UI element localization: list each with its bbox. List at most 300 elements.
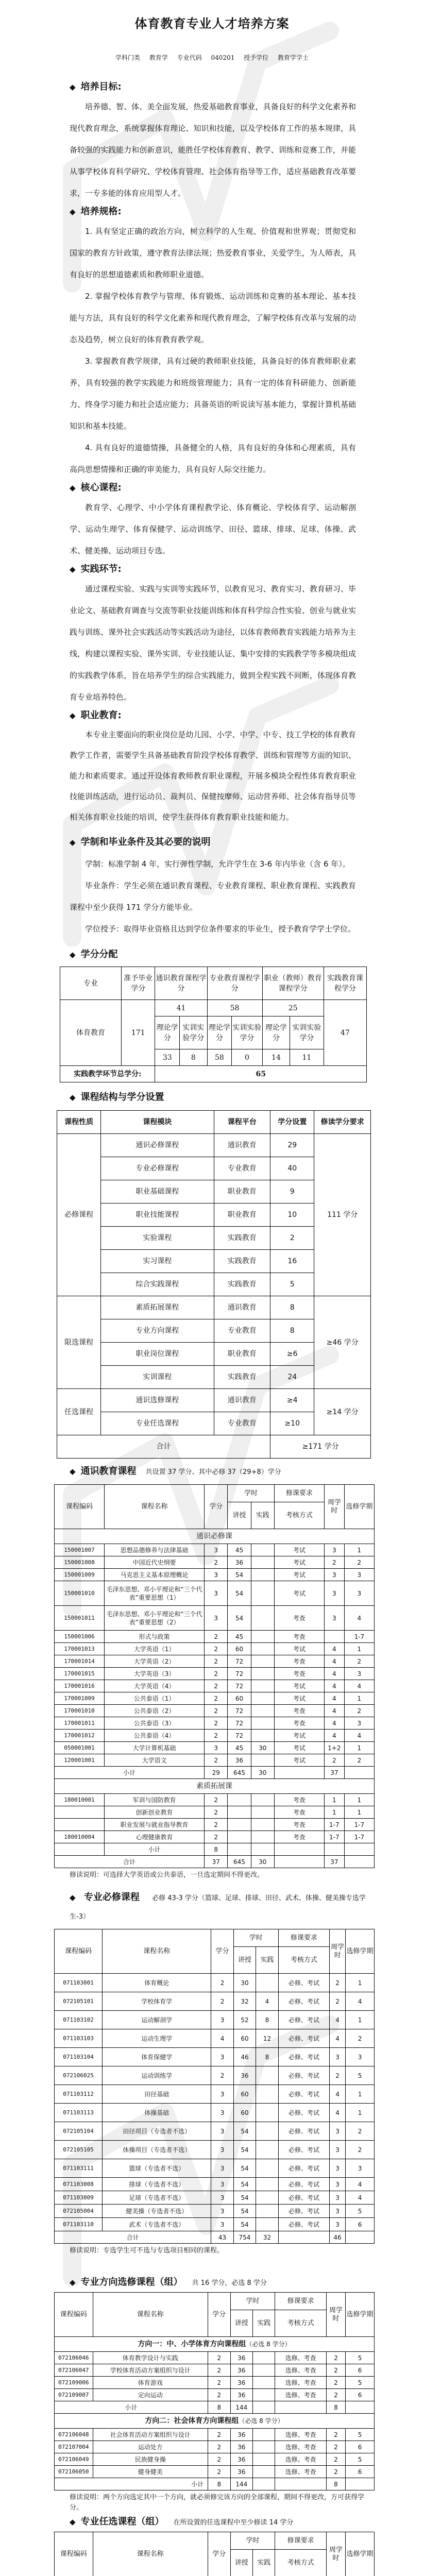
assessment: 考查 xyxy=(274,1717,324,1730)
header-credit: 学分设置 xyxy=(270,1111,314,1134)
course-module: 素质拓展课程 xyxy=(101,1296,214,1319)
diamond-bullet-icon: ◆ xyxy=(70,1093,76,1102)
structure-row xyxy=(57,1296,371,1319)
course-code: 170001014 xyxy=(55,1655,105,1668)
course-code: 120001001 xyxy=(55,1754,105,1767)
term: 1 xyxy=(344,1692,374,1705)
header-row xyxy=(55,1485,375,1502)
header-general: 通识教育课程学分 xyxy=(155,967,207,1000)
degree-value: 教育学学士 xyxy=(278,54,309,61)
sub-lab: 实训实验学分 xyxy=(290,1016,324,1049)
weekly-hours: 2 xyxy=(326,2377,345,2389)
module-credit: 29 xyxy=(270,1134,314,1157)
lecture-hours: 54 xyxy=(228,1606,251,1631)
credit-requirement: ≥14 学分 xyxy=(314,1389,371,1435)
practice-hours xyxy=(256,2122,278,2141)
course-platform: 通识教育 xyxy=(214,1134,270,1157)
lecture-hours: 45 xyxy=(228,1742,251,1754)
header-vocational: 职业（教师）教育课程学分 xyxy=(262,967,324,1000)
course-code: 180010001 xyxy=(55,1794,105,1806)
course-row xyxy=(55,1544,375,1556)
lecture-hours: 54 xyxy=(228,1581,251,1606)
lecture-hours: 54 xyxy=(233,2141,256,2159)
practice-hours xyxy=(253,2389,275,2401)
header-platform: 课程平台 xyxy=(214,1111,270,1134)
term: 1 xyxy=(344,1806,374,1819)
course-code: 072106025 xyxy=(55,2066,103,2085)
course-row xyxy=(55,2066,375,2085)
course-platform: 实践教育 xyxy=(214,1250,270,1273)
course-name: 体育教学设计与实践 xyxy=(93,2352,208,2364)
course-row xyxy=(55,1643,375,1655)
course-row xyxy=(55,1806,375,1819)
subtotal-value: 754 xyxy=(233,2231,256,2244)
practice-hours: 8 xyxy=(256,2048,278,2066)
diamond-bullet-icon: ◆ xyxy=(70,565,76,574)
practice-hours xyxy=(251,1680,274,1692)
header-weekly: 周学时 xyxy=(330,1929,346,1974)
course-module: 专业必修课程 xyxy=(101,1157,214,1180)
subtotal-value: 8 xyxy=(208,2478,230,2490)
degree-label: 授予学位 xyxy=(244,54,269,61)
subtotal-value: 144 xyxy=(230,2401,252,2414)
course-row xyxy=(55,1992,375,2011)
lecture-hours: 54 xyxy=(233,2122,256,2141)
course-module: 职业技能课程 xyxy=(101,1204,214,1227)
subtotal-value xyxy=(228,1843,251,1856)
term: 3 xyxy=(344,1569,374,1581)
assessment: 考试 xyxy=(274,1680,324,1692)
weekly-hours: 2 xyxy=(324,1556,344,1569)
practice-hours xyxy=(256,2218,278,2231)
course-row xyxy=(55,1754,375,1767)
subtotal-value: 29 xyxy=(205,1767,228,1779)
practice-hours xyxy=(251,1556,274,1569)
weekly-hours: 1-7 xyxy=(324,1831,344,1843)
course-platform: 专业教育 xyxy=(214,1412,270,1435)
assessment: 必修、考试 xyxy=(278,2066,329,2085)
lecture-hours: 72 xyxy=(228,1730,251,1742)
course-code: 071103001 xyxy=(55,1974,103,1992)
lecture-hours: 72 xyxy=(228,1705,251,1717)
header-lecture: 讲授 xyxy=(228,1502,251,1529)
course-code: 050001001 xyxy=(55,1742,105,1754)
term: 1 xyxy=(346,2085,375,2104)
lecture-hours: 36 xyxy=(228,1556,251,1569)
subtotal-value xyxy=(274,1767,324,1779)
term: 1-7 xyxy=(344,1631,374,1643)
assessment: 必修、考试 xyxy=(278,1974,329,1992)
course-row xyxy=(55,2085,375,2104)
term: 4 xyxy=(346,2178,375,2191)
term: 5 xyxy=(346,2352,375,2364)
subtotal-row xyxy=(55,2478,375,2490)
term: 2 xyxy=(346,2141,375,2159)
course-code: 071103113 xyxy=(55,2104,103,2122)
weekly-hours xyxy=(324,1631,344,1643)
course-module: 实习课程 xyxy=(101,1250,214,1273)
section-heading-career xyxy=(70,708,356,721)
course-credit: 2 xyxy=(208,2429,230,2441)
diamond-bullet-icon: ◆ xyxy=(70,711,76,720)
course-name: 篮球（专选者不选） xyxy=(103,2159,211,2178)
term: 1 xyxy=(344,1643,374,1655)
weekly-hours: 4 xyxy=(324,1680,344,1692)
weekly-hours: 3 xyxy=(330,2141,346,2159)
weekly-hours: 3 xyxy=(324,1544,344,1556)
practice-hours xyxy=(251,1631,274,1643)
subtotal-label xyxy=(55,1843,105,1856)
course-platform: 专业教育 xyxy=(214,1319,270,1343)
subtotal-label: 小计 xyxy=(55,1767,205,1779)
subtotal-row xyxy=(55,2401,375,2414)
lecture-hours: 36 xyxy=(230,2429,252,2441)
course-row xyxy=(55,1974,375,1992)
subtotal-value: 144 xyxy=(230,2478,252,2490)
course-code: 180010004 xyxy=(55,1831,105,1843)
course-code: 072106050 xyxy=(55,2466,93,2478)
course-name: 足球（专选者不选） xyxy=(103,2191,211,2205)
subtotal-value: 8 xyxy=(208,2401,230,2414)
course-name: 公共泰语（1） xyxy=(105,1692,205,1705)
assessment: 考查 xyxy=(274,1668,324,1680)
module-credit: 10 xyxy=(270,1204,314,1227)
header-requirement: 修课要求 xyxy=(278,1929,329,1947)
course-row xyxy=(55,1831,375,1843)
weekly-hours: 2 xyxy=(326,2453,345,2466)
course-name: 职业发展与就业指导教育 xyxy=(105,1819,205,1831)
course-row xyxy=(55,2352,375,2364)
lecture-hours: 36 xyxy=(230,2441,252,2453)
group-title xyxy=(55,1529,375,1544)
course-name: 体育游戏 xyxy=(93,2377,208,2389)
course-platform: 专业教育 xyxy=(214,1157,270,1180)
course-name: 学校体育活动方案组织与设计 xyxy=(93,2364,208,2377)
group-title xyxy=(55,2414,375,2429)
course-row xyxy=(55,2377,375,2389)
header-code: 课程编码 xyxy=(55,2532,93,2576)
structure-row xyxy=(57,1134,371,1157)
practice-hours xyxy=(251,1606,274,1631)
practice-hours xyxy=(256,2205,278,2218)
subtotal-row xyxy=(55,1843,375,1856)
term: 4 xyxy=(344,1680,374,1692)
professional-credit: 58 xyxy=(207,1000,262,1016)
course-platform: 实践教育 xyxy=(214,1273,270,1296)
term: 2 xyxy=(344,1556,374,1569)
course-code: 170001016 xyxy=(55,1680,105,1692)
subtotal-value: 30 xyxy=(251,1767,274,1779)
career-text: 本专业主要面向的职业岗位是幼儿园、小学、中学、中专、技工学校的体育教育教学工作者，需要学生具备基础教育阶段学校体育教学、训练和管理等方面的知识、能力和素质要求。通过开设体育教师教育职业课程，开展多模块全程性体育教育职业技能训练活动，进行运动员、裁判员、保健按摩师、运动营养师、社会体育指导员等相关体育职业技能的培训，使学生获得体育教育职业技能和能力。 xyxy=(70,730,356,822)
course-name: 定向运动 xyxy=(93,2389,208,2401)
assessment: 考查 xyxy=(274,1655,324,1668)
course-credit: 2 xyxy=(208,2352,230,2364)
spec-item: 3. 掌握教育教学规律，具有过硬的教师职业技能，具备良好的体育教师职业素养，具有较强的教学实践能力和班级管理能力；具有一定的体育科研能力、创新能力、终身学习能力和社会适应能力；具备英语的听说读写基本能力，掌握计算机基础知识和基本技能。 xyxy=(70,357,356,431)
course-credit: 3 xyxy=(211,2205,233,2218)
subtotal-row xyxy=(55,1856,375,1868)
direction-table xyxy=(54,2292,375,2490)
weekly-hours: 4 xyxy=(324,1705,344,1717)
course-credit: 2 xyxy=(211,2066,233,2085)
subtotal-value xyxy=(344,1843,374,1856)
assessment: 必修、考试 xyxy=(278,2159,329,2178)
lecture-hours: 54 xyxy=(233,2205,256,2218)
course-code xyxy=(55,1806,105,1819)
course-name: 思想品德修养与法律基础 xyxy=(105,1544,205,1556)
term: 5 xyxy=(346,2453,375,2466)
course-credit: 3 xyxy=(211,2085,233,2104)
assessment: 必修、考试 xyxy=(278,2104,329,2122)
general-ed-section xyxy=(54,1464,375,1880)
course-name: 体育保健学 xyxy=(103,2048,211,2066)
weekly-hours: 4 xyxy=(324,1717,344,1730)
header-requirement: 修课要求 xyxy=(274,1485,324,1502)
group-title-text: 方向二：社会体育方向课程组 xyxy=(145,2417,239,2425)
assessment: 选修、考查 xyxy=(275,2453,326,2466)
course-code: 150001007 xyxy=(55,1544,105,1556)
subtotal-label: 合计 xyxy=(55,2231,211,2244)
course-row xyxy=(55,1655,375,1668)
course-code: 071103008 xyxy=(55,2178,103,2191)
course-name: 大学英语（3） xyxy=(105,1668,205,1680)
course-name: 大学英语（4） xyxy=(105,1680,205,1692)
course-credit: 2 xyxy=(205,1643,228,1655)
course-credit: 3 xyxy=(211,2191,233,2205)
weekly-hours: 3 xyxy=(330,2205,346,2218)
heading-text: 通识教育课程 xyxy=(80,1466,137,1477)
course-credit: 3 xyxy=(211,2141,233,2159)
course-code: 170001011 xyxy=(55,1717,105,1730)
group-title-text: 通识必修课 xyxy=(196,1532,232,1540)
course-name: 大学计算机基础 xyxy=(105,1742,205,1754)
practice-hours xyxy=(251,1806,274,1819)
course-row xyxy=(55,2429,375,2441)
course-row xyxy=(55,2205,375,2218)
lecture-hours xyxy=(228,1819,251,1831)
sub-lab: 实训实验学分 xyxy=(232,1016,263,1049)
header-weekly: 周学时 xyxy=(326,2293,345,2337)
course-code: 071103112 xyxy=(55,2085,103,2104)
general-credit: 41 xyxy=(155,1000,207,1016)
practice-hours xyxy=(251,1643,274,1655)
subtotal-value xyxy=(324,1843,344,1856)
sub-theory: 理论学分 xyxy=(207,1016,232,1049)
course-credit: 3 xyxy=(211,2011,233,2029)
weekly-hours: 1+2 xyxy=(324,1742,344,1754)
header-term: 选修学期 xyxy=(346,1929,375,1974)
practice-hours xyxy=(253,2466,275,2478)
course-platform: 实践教育 xyxy=(214,1227,270,1250)
assessment: 考试 xyxy=(274,1730,324,1742)
course-name: 田径基础 xyxy=(103,2085,211,2104)
term: 1 xyxy=(344,1742,374,1754)
course-code: 150001006 xyxy=(55,1631,105,1643)
lecture-hours: 36 xyxy=(230,2453,252,2466)
credit-value: 0 xyxy=(232,1049,263,1066)
lecture-hours: 30 xyxy=(233,1974,256,1992)
course-code: 071103111 xyxy=(55,2159,103,2178)
header-hours: 学时 xyxy=(228,1485,275,1502)
term: 2 xyxy=(344,1705,374,1717)
practice-hours xyxy=(253,2429,275,2441)
practice-total-value: 65 xyxy=(155,1066,367,1082)
major-required-note: 修读说明：专选学生可不选与专选项目相同的课程。 xyxy=(70,2247,224,2255)
practice-hours xyxy=(256,2066,278,2085)
lecture-hours: 36 xyxy=(230,2466,252,2478)
term: 3 xyxy=(344,1668,374,1680)
course-row xyxy=(55,2218,375,2231)
subtotal-value: 30 xyxy=(251,1856,274,1868)
weekly-hours: 4 xyxy=(330,2085,346,2104)
course-module: 职业基础课程 xyxy=(101,1180,214,1204)
header-lecture: 讲授 xyxy=(230,2310,252,2337)
course-platform: 职业教育 xyxy=(214,1343,270,1366)
goal-text: 培养德、智、体、美全面发展，热爱基础教育事业，具备良好的科学文化素养和现代教育理念，系统掌握体育理论、知识和技能，以及学校体育工作的基本规律，具备较强的实践能力和创新意识，能胜任学校体育教育、教学、训练和竞赛工作，并能从事学校体育科学研究、学校体育管理、社会体育指导等工作，适应基础教育改革要求，一专多能的体育应用型人才。 xyxy=(70,102,356,198)
header-assess: 考核方式 xyxy=(278,1947,329,1974)
total-credit: 171 xyxy=(122,1000,155,1066)
assessment: 选修、考查 xyxy=(275,2441,326,2453)
subtotal-value: 32 xyxy=(256,2231,278,2244)
section-heading-system xyxy=(70,835,356,848)
credit-value: 14 xyxy=(262,1049,290,1066)
lecture-hours: 52 xyxy=(233,2011,256,2029)
header-major: 专业 xyxy=(60,967,122,1000)
course-code: 170001010 xyxy=(55,1705,105,1717)
module-credit: ≥4 xyxy=(270,1389,314,1412)
course-nature: 任选课程 xyxy=(57,1389,101,1435)
subtotal-value xyxy=(346,2401,375,2414)
course-credit: 2 xyxy=(205,1680,228,1692)
header-professional: 专业教育课程学分 xyxy=(207,967,262,1000)
weekly-hours: 1 xyxy=(324,1806,344,1819)
course-name: 运动生理学 xyxy=(103,2029,211,2048)
subtotal-value xyxy=(344,1767,374,1779)
section-heading-spec xyxy=(70,204,356,217)
course-credit: 2 xyxy=(208,2377,230,2389)
course-module: 实训课程 xyxy=(101,1366,214,1389)
subtotal-value: 8 xyxy=(205,1843,228,1856)
structure-total-row xyxy=(57,1435,371,1459)
subtotal-value xyxy=(274,1856,324,1868)
lecture-hours: 72 xyxy=(228,1668,251,1680)
header-hours: 学时 xyxy=(233,1929,278,1947)
assessment: 必修、考试 xyxy=(278,2048,329,2066)
course-name: 运动处方 xyxy=(93,2441,208,2453)
course-name: 体育概论 xyxy=(103,1974,211,1992)
lecture-hours: 54 xyxy=(233,2191,256,2205)
lecture-hours: 46 xyxy=(233,2048,256,2066)
group-title-text: 素质拓展课 xyxy=(196,1782,232,1790)
course-name: 形式与政策 xyxy=(105,1631,205,1643)
header-requirement: 修课要求 xyxy=(275,2532,326,2550)
assessment: 必修、考试 xyxy=(278,2218,329,2231)
weekly-hours: 1 xyxy=(324,1794,344,1806)
course-credit: 3 xyxy=(205,1569,228,1581)
major-required-table xyxy=(54,1929,375,2244)
module-credit: 8 xyxy=(270,1296,314,1319)
weekly-hours: 2 xyxy=(330,1974,346,1992)
course-row xyxy=(55,2178,375,2191)
course-credit: 2 xyxy=(211,1974,233,1992)
credit-allocation-table xyxy=(60,967,367,1082)
lecture-hours: 72 xyxy=(228,1717,251,1730)
assessment: 考查 xyxy=(274,1606,324,1631)
weekly-hours: 4 xyxy=(330,2104,346,2122)
header-requirement: 修课要求 xyxy=(275,2293,326,2310)
subtotal-value: 645 xyxy=(228,1767,251,1779)
discipline-value: 教育学 xyxy=(149,54,168,61)
header-hours: 学时 xyxy=(230,2532,275,2550)
lecture-hours: 60 xyxy=(233,2029,256,2048)
practice-hours xyxy=(251,1705,274,1717)
course-row xyxy=(55,2466,375,2478)
heading-text: 专业方向选修课程（组） xyxy=(80,2277,183,2287)
assessment: 必修、考试 xyxy=(278,2205,329,2218)
assessment: 必修、考试 xyxy=(278,2178,329,2191)
subtotal-label: 合计 xyxy=(55,1856,205,1868)
weekly-hours: 2 xyxy=(326,2441,345,2453)
lecture-hours: 36 xyxy=(228,1754,251,1767)
course-credit: 2 xyxy=(208,2466,230,2478)
course-code: 071103102 xyxy=(55,2011,103,2029)
course-code: 071103104 xyxy=(55,2048,103,2066)
system-degree: 学位授予：取得毕业资格且达到学位条件要求的毕业生，授予教育学学士学位。 xyxy=(85,924,356,934)
practice-hours xyxy=(251,1544,274,1556)
course-code: 072105101 xyxy=(55,1992,103,2011)
heading-text: 职业教育: xyxy=(80,710,122,721)
credit-value: 11 xyxy=(290,1049,324,1066)
subtotal-value xyxy=(346,2478,375,2490)
structure-heading-wrap xyxy=(70,1090,356,1103)
credit-value: 33 xyxy=(155,1049,180,1066)
heading-subtext: 必修 43-3 学分（篮球、足球、排球、田径、武术、体操、健美操专选学生-3） xyxy=(70,1894,366,1921)
course-row xyxy=(55,1819,375,1831)
practice-total-label: 实践教学环节总学分: xyxy=(60,1066,155,1082)
subtotal-value: 小计 xyxy=(105,1843,205,1856)
practice-hours xyxy=(256,2085,278,2104)
course-code: 170001013 xyxy=(55,1643,105,1655)
assessment: 考查 xyxy=(274,1819,324,1831)
header-module: 课程模块 xyxy=(101,1111,214,1134)
module-credit: 5 xyxy=(270,1273,314,1296)
weekly-hours: 3 xyxy=(330,2048,346,2066)
weekly-hours: 3 xyxy=(324,1581,344,1606)
course-code: 071103103 xyxy=(55,2029,103,2048)
term: 3 xyxy=(344,1581,374,1606)
course-row xyxy=(55,1569,375,1581)
subtotal-value xyxy=(346,2231,375,2244)
weekly-hours: 3 xyxy=(324,1606,344,1631)
assessment: 选修、考查 xyxy=(275,2364,326,2377)
term: 1 xyxy=(346,2011,375,2029)
intro-sections xyxy=(70,79,356,960)
course-name: 公共泰语（2） xyxy=(105,1705,205,1717)
course-row xyxy=(55,1742,375,1754)
course-credit: 3 xyxy=(205,1742,228,1754)
course-name: 马克思主义基本原理概论 xyxy=(105,1569,205,1581)
lecture-hours: 72 xyxy=(228,1680,251,1692)
group-title-text: 方向一：中、小学体育方向课程组 xyxy=(138,2340,246,2348)
assessment: 必修、考试 xyxy=(278,1992,329,2011)
course-row xyxy=(55,2364,375,2377)
practice-hours xyxy=(256,2141,278,2159)
diamond-bullet-icon: ◆ xyxy=(70,1467,76,1476)
lecture-hours: 36 xyxy=(230,2389,252,2401)
sub-lab: 实训实验学分 xyxy=(180,1016,208,1049)
lecture-hours: 54 xyxy=(233,2159,256,2178)
credit-requirement: 111 学分 xyxy=(314,1134,371,1296)
course-row xyxy=(55,1556,375,1569)
